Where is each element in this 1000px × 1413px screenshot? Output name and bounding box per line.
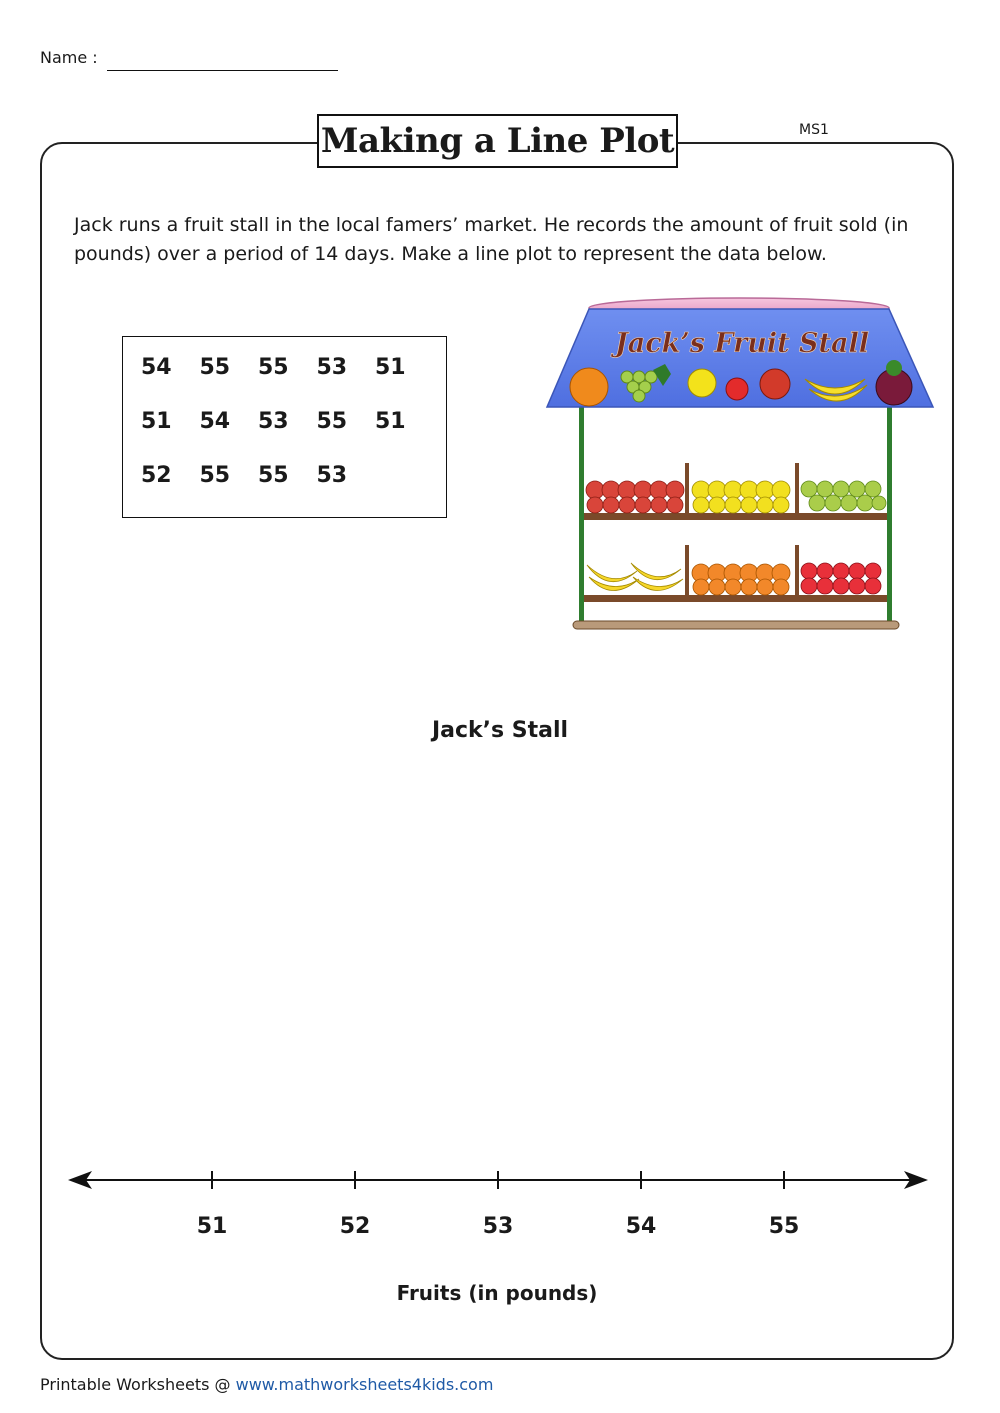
ticks: [197, 1171, 800, 1239]
tick-label: 52: [339, 1214, 371, 1239]
data-value: 53: [316, 463, 348, 488]
data-value: 54: [141, 355, 172, 380]
tick-label: 51: [196, 1214, 228, 1239]
data-value: 55: [199, 355, 231, 380]
data-value: 53: [258, 409, 289, 434]
data-value: 51: [375, 355, 406, 380]
data-value: 52: [141, 463, 172, 488]
data-value: 51: [141, 409, 172, 434]
footer-label: Printable Worksheets @: [40, 1375, 231, 1394]
worksheet-code: MS1: [799, 122, 829, 138]
data-value: 51: [375, 409, 406, 434]
tick-label: 53: [482, 1214, 514, 1239]
footer: [40, 1375, 493, 1394]
problem-statement: Jack runs a fruit stall in the local famers’ market. He records the amount of fruit sold (in pounds) over a period of 14 days. Make a line plot to represent the data below.: [74, 214, 909, 265]
data-value: 55: [258, 463, 289, 488]
name-label: Name :: [40, 48, 98, 67]
data-value: 53: [316, 355, 348, 380]
tick-label: 55: [768, 1214, 800, 1239]
page-title: Making a Line Plot: [317, 114, 678, 168]
data-value: 55: [316, 409, 348, 434]
chart-title: Jack’s Stall: [431, 718, 569, 743]
tick-label: 54: [625, 1214, 657, 1239]
x-axis-label: Fruits (in pounds): [396, 1281, 598, 1305]
sign-text: Jack’s Fruit Stall: [614, 328, 870, 359]
data-value: 55: [199, 463, 231, 488]
footer-link[interactable]: www.mathworksheets4kids.com: [235, 1375, 494, 1394]
data-value: 54: [199, 409, 231, 434]
data-value: 55: [258, 355, 289, 380]
